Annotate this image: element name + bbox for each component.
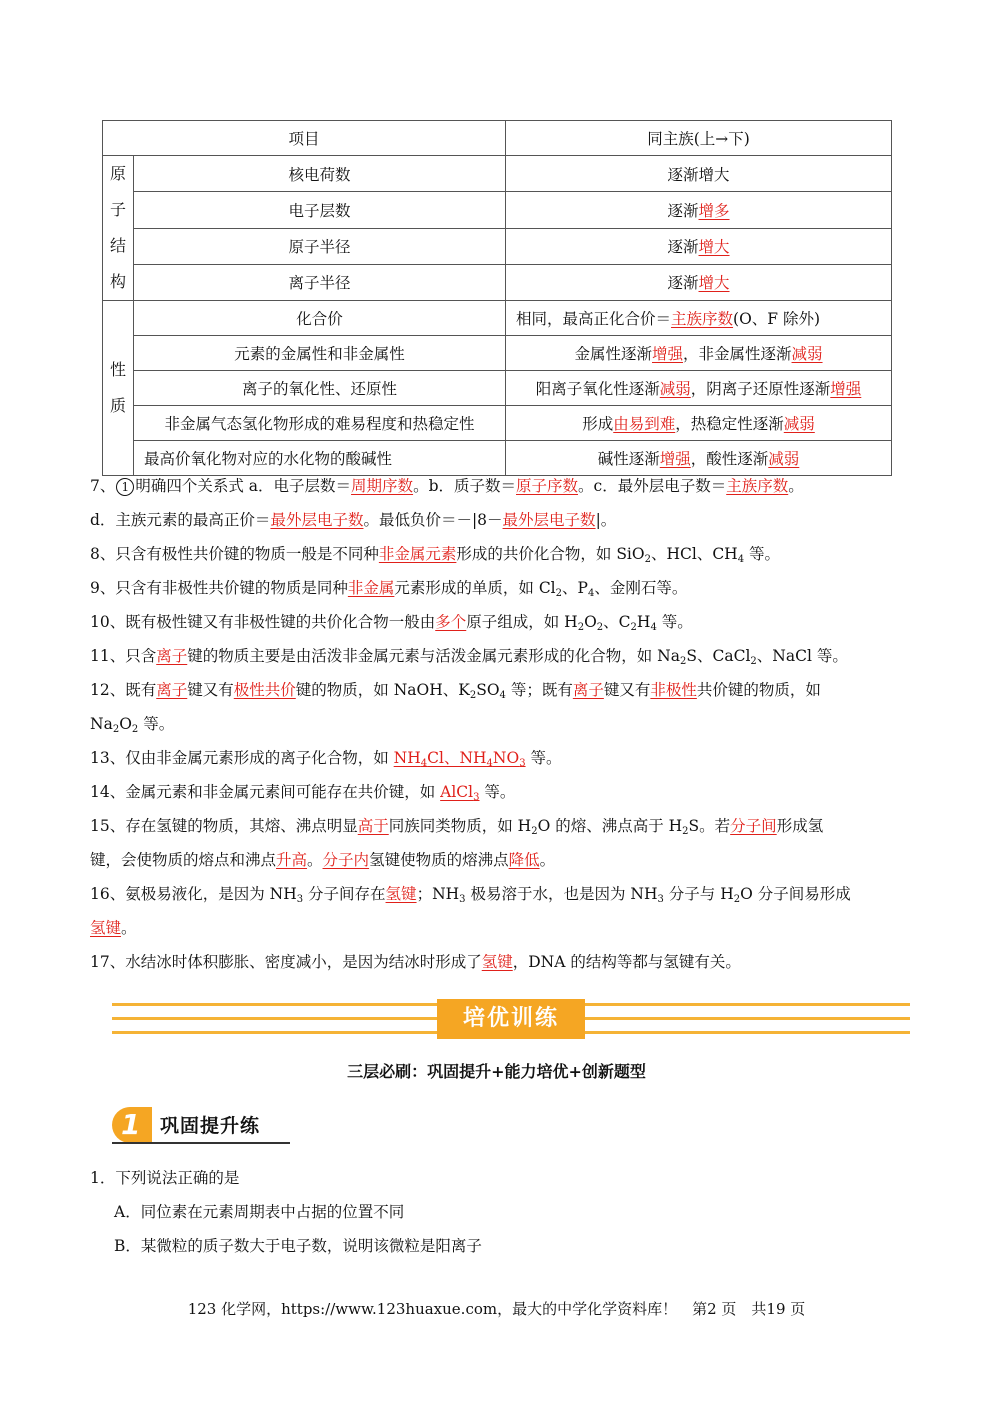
item-15-line-2: 键，会使物质的熔点和沸点升高。分子内氢键使物质的熔沸点降低。: [90, 851, 556, 869]
table-row-name: 元素的金属性和非金属性: [134, 336, 506, 371]
table-header-group: 同主族(上→下): [506, 121, 892, 156]
table-row-value: 逐渐增大: [506, 264, 892, 300]
option-a: A．同位素在元素周期表中占据的位置不同: [114, 1203, 405, 1221]
question-stem: 1．下列说法正确的是: [90, 1169, 240, 1187]
item-14: 14、金属元素和非金属元素间可能存在共价键，如 AlCl$_3$ 等。: [90, 783, 516, 803]
item-11: 11、只含离子键的物质主要是由活泼非金属元素与活泼金属元素形成的化合物，如 $Na_2S$、CaCl$_2$、NaCl 等。: [90, 647, 848, 667]
circled-number: 1: [116, 478, 134, 496]
table-row-name: 最高价氧化物对应的水化物的酸碱性: [134, 441, 506, 476]
table-row-value: 阳离子氧化性逐渐减弱，阴离子还原性逐渐增强: [506, 371, 892, 406]
table-row-name: 原子半径: [134, 228, 506, 264]
item-16-line-1: 16、氨极易液化，是因为 $NH_3$ 分子间存在氢键；$NH_3$ 极易溶于水，也是因为 $NH_3$ 分子与 $H_2O$ 分子间易形成: [90, 885, 851, 905]
group-label-property: 性 质: [103, 301, 134, 476]
table-row-value: 逐渐增多: [506, 192, 892, 228]
table-row-value: 逐渐增大: [506, 156, 892, 192]
table-row-value: 金属性逐渐增强，非金属性逐渐减弱: [506, 336, 892, 371]
table-row-value: 逐渐增大: [506, 228, 892, 264]
item-16-line-2: 氢键。: [90, 919, 137, 937]
item-17: 17、水结冰时体积膨胀、密度减小，是因为结冰时形成了氢键，DNA 的结构等都与氢键有关。: [90, 953, 741, 971]
item-12-line-2: $Na_2O_2$ 等。: [90, 715, 175, 735]
table-row-value: 形成由易到难，热稳定性逐渐减弱: [506, 406, 892, 441]
table-row-name: 化合价: [134, 301, 506, 336]
group-label-structure: 原 子 结 构: [103, 156, 134, 301]
item-8: 8、只含有极性共价键的物质一般是不同种非金属元素形成的共价化合物，如 SiO$_2$、HCl、$CH_4$ 等。: [90, 545, 781, 565]
item-7-line-2: d．主族元素的最高正价＝最外层电子数。最低负价＝－|8－最外层电子数|。: [90, 511, 617, 529]
periodic-property-table: [102, 120, 892, 476]
banner-subtitle: 三层必刷：巩固提升+能力培优+创新题型: [347, 1062, 646, 1081]
banner-title: 培优训练: [437, 999, 585, 1039]
table-row-name: 电子层数: [134, 192, 506, 228]
item-7-line-1: 7、 1 明确四个关系式 a．电子层数＝周期序数。b．质子数＝原子序数。c．最外层电子数＝主族序数。: [90, 477, 804, 495]
table-row-value: 相同，最高正化合价＝主族序数(O、F 除外): [506, 301, 892, 336]
table-row-name: 非金属气态氢化物形成的难易程度和热稳定性: [134, 406, 506, 441]
table-row-name: 核电荷数: [134, 156, 506, 192]
table-header-item: 项目: [103, 121, 506, 156]
option-b: B．某微粒的质子数大于电子数，说明该微粒是阳离子: [114, 1237, 482, 1255]
item-15-line-1: 15、存在氢键的物质，其熔、沸点明显高于同族同类物质，如 $H_2O$ 的熔、沸点高于 $H_2S$。若分子间形成氢: [90, 817, 824, 837]
table-row-name: 离子半径: [134, 264, 506, 300]
item-13: 13、仅由非金属元素形成的离子化合物，如 $NH_4Cl$、$NH_4NO_3$ 等。: [90, 749, 562, 769]
page-footer: 123 化学网，https://www.123huaxue.com，最大的中学化学资料库！ 第2 页 共19 页: [187, 1300, 806, 1318]
item-10: 10、既有极性键又有非极性键的共价化合物一般由多个原子组成，如 $H_2O_2$、$C_2H_4$ 等。: [90, 613, 693, 633]
table-row-name: 离子的氧化性、还原性: [134, 371, 506, 406]
section-underline: [112, 1142, 290, 1144]
section-number: 1: [121, 1108, 141, 1141]
item-9: 9、只含有非极性共价键的物质是同种非金属元素形成的单质，如 $Cl_2$、$P_4$、金刚石等。: [90, 579, 688, 599]
section-title: 巩固提升练: [160, 1115, 261, 1137]
item-12-line-1: 12、既有离子键又有极性共价键的物质，如 NaOH、$K_2SO_4$ 等；既有离子键又有非极性共价键的物质，如: [90, 681, 821, 701]
table-row-value: 碱性逐渐增强，酸性逐渐减弱: [506, 441, 892, 476]
